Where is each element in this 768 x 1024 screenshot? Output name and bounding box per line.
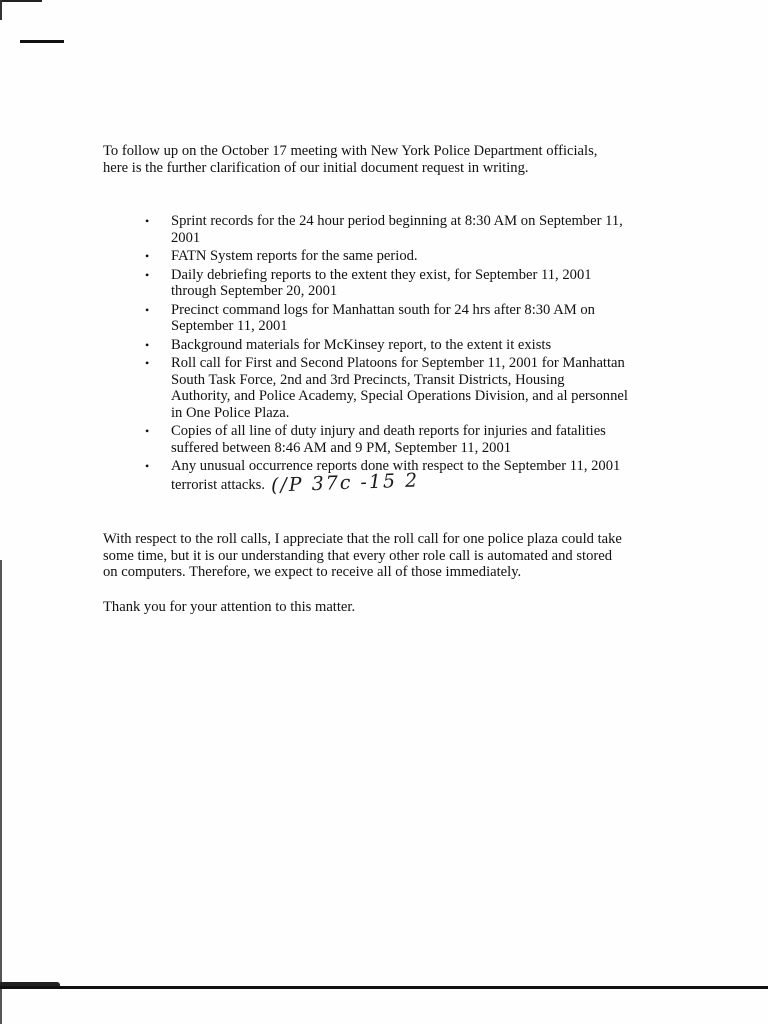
request-line: South Task Force, 2nd and 3rd Precincts, Transit Districts, Housing: [171, 371, 565, 388]
roll-call-paragraph: [103, 531, 663, 581]
request-item: [143, 355, 663, 421]
request-line: FATN System reports for the same period.: [171, 248, 418, 264]
handwritten-note: (/P 37c -15 2: [270, 468, 420, 497]
intro-line: here is the further clarification of our initial document request in writing.: [103, 159, 529, 176]
bullet: •: [145, 424, 150, 438]
request-line: Sprint records for the 24 hour period beginning at 8:30 AM on September 11,: [171, 213, 623, 229]
request-item: [143, 458, 663, 497]
intro-line: To follow up on the October 17 meeting with New York Police Department officials,: [103, 143, 598, 159]
intro-paragraph: [103, 143, 663, 176]
bullet: •: [145, 214, 150, 228]
bullet: •: [145, 337, 150, 352]
bullet: •: [145, 356, 150, 370]
closing-line: Thank you for your attention to this matter.: [103, 599, 356, 615]
paragraph-line: With respect to the roll calls, I appreciate that the roll call for one police plaza could take: [103, 531, 622, 547]
request-line: Precinct command logs for Manhattan south for 24 hrs after 8:30 AM on: [171, 301, 595, 318]
request-line: through September 20, 2001: [171, 283, 338, 299]
scan-bottom-edge: [0, 986, 768, 989]
request-line: suffered between 8:46 AM and 9 PM, September 11, 2001: [171, 439, 512, 456]
request-item: [143, 248, 663, 265]
request-item: [143, 337, 663, 354]
paragraph-line: some time, but it is our understanding that every other role call is automated and stored: [103, 547, 613, 564]
request-item: [143, 213, 663, 246]
scan-left-edge: [0, 560, 2, 1024]
request-line-with-note: [171, 468, 663, 497]
bullet: •: [145, 459, 150, 473]
paragraph-line: on computers. Therefore, we expect to receive all of those immediately.: [103, 564, 522, 580]
scan-edge-mark: [0, 0, 2, 20]
request-line: Authority, and Police Academy, Special Operations Division, and al personnel: [171, 388, 628, 404]
request-line: Copies of all line of duty injury and death reports for injuries and fatalities: [171, 423, 606, 439]
request-item: [143, 302, 663, 335]
request-line: Background materials for McKinsey report, to the extent it exists: [171, 336, 552, 353]
request-item: [143, 423, 663, 456]
bullet: •: [145, 249, 150, 263]
request-item: [143, 267, 663, 300]
bullet: •: [145, 302, 150, 317]
request-line: Daily debriefing reports to the extent they exist, for September 11, 2001: [171, 266, 592, 283]
request-line: in One Police Plaza.: [171, 404, 290, 421]
closing-paragraph: [103, 599, 663, 616]
request-line: terrorist attacks.: [171, 476, 266, 493]
scan-edge-mark: [2, 0, 42, 2]
request-list: [143, 213, 663, 495]
request-line: Any unusual occurrence reports done with respect to the September 11, 2001: [171, 458, 621, 474]
request-line: 2001: [171, 229, 201, 246]
scan-dash-mark: [20, 40, 64, 43]
bullet: •: [145, 267, 150, 282]
request-line: September 11, 2001: [171, 318, 288, 334]
request-line: Roll call for First and Second Platoons for September 11, 2001 for Manhattan: [171, 355, 625, 371]
